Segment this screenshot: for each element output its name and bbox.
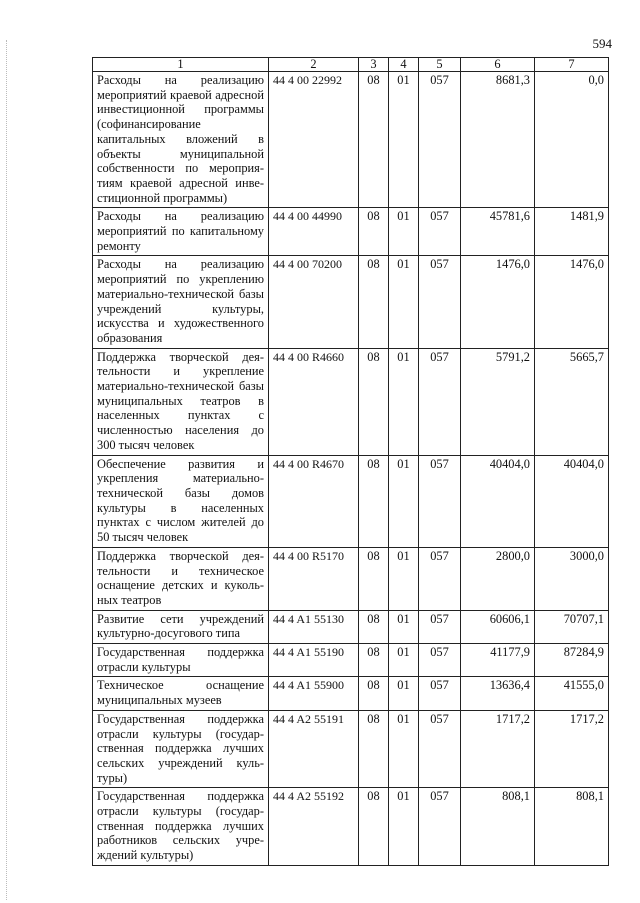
expense-name: Государственная поддержка отрасли культуры (государственная поддержка лучших сельских учреждений культуры) [93, 710, 269, 788]
subsection-code: 01 [389, 348, 419, 455]
table-row [93, 256, 609, 348]
expense-name: Расходы на реализацию мероприятий по укреплению материально-технической базы учреждений культуры, искусства и художественного образования [93, 256, 269, 348]
binding-margin-line [6, 40, 7, 900]
expense-name: Расходы на реализацию мероприятий краевой адресной инвестиционной программы (софинансирование капитальных вложений в объекты муниципальной собственности по мероприятиям краевой адресной инвестиционной программы) [93, 72, 269, 208]
table-row [93, 348, 609, 455]
table-row [93, 208, 609, 256]
target-code: 44 4 A2 55192 [269, 788, 359, 866]
section-code: 08 [359, 644, 389, 677]
column-header: 2 [269, 58, 359, 72]
expense-name: Расходы на реализацию мероприятий по капитальному ремонту [93, 208, 269, 256]
section-code: 08 [359, 677, 389, 710]
column-header: 6 [461, 58, 535, 72]
amount-col-6: 8681,3 [461, 72, 535, 208]
amount-col-7: 70707,1 [535, 610, 609, 643]
table-row [93, 710, 609, 788]
target-code: 44 4 00 R4670 [269, 455, 359, 547]
target-code: 44 4 00 70200 [269, 256, 359, 348]
amount-col-6: 13636,4 [461, 677, 535, 710]
amount-col-7: 0,0 [535, 72, 609, 208]
target-code: 44 4 A1 55900 [269, 677, 359, 710]
expense-name: Государственная поддержка отрасли культуры [93, 644, 269, 677]
expense-type-code: 057 [419, 710, 461, 788]
table-body [93, 72, 609, 866]
expense-name: Техническое оснащение муниципальных музеев [93, 677, 269, 710]
expense-type-code: 057 [419, 256, 461, 348]
amount-col-7: 41555,0 [535, 677, 609, 710]
amount-col-6: 41177,9 [461, 644, 535, 677]
amount-col-6: 5791,2 [461, 348, 535, 455]
amount-col-6: 808,1 [461, 788, 535, 866]
section-code: 08 [359, 455, 389, 547]
amount-col-7: 1481,9 [535, 208, 609, 256]
subsection-code: 01 [389, 208, 419, 256]
budget-table [92, 57, 609, 866]
table-row [93, 788, 609, 866]
expense-type-code: 057 [419, 788, 461, 866]
page-number: 594 [592, 36, 612, 51]
subsection-code: 01 [389, 455, 419, 547]
amount-col-7: 1717,2 [535, 710, 609, 788]
target-code: 44 4 00 44990 [269, 208, 359, 256]
expense-name: Поддержка творческой деятельности и техническое оснащение детских и кукольных театров [93, 547, 269, 610]
amount-col-6: 1717,2 [461, 710, 535, 788]
column-header: 3 [359, 58, 389, 72]
subsection-code: 01 [389, 547, 419, 610]
section-code: 08 [359, 710, 389, 788]
target-code: 44 4 A2 55191 [269, 710, 359, 788]
expense-type-code: 057 [419, 547, 461, 610]
amount-col-7: 1476,0 [535, 256, 609, 348]
subsection-code: 01 [389, 256, 419, 348]
column-header: 4 [389, 58, 419, 72]
column-header: 1 [93, 58, 269, 72]
expense-type-code: 057 [419, 455, 461, 547]
table-row [93, 547, 609, 610]
target-code: 44 4 00 22992 [269, 72, 359, 208]
target-code: 44 4 A1 55190 [269, 644, 359, 677]
amount-col-6: 40404,0 [461, 455, 535, 547]
target-code: 44 4 00 R5170 [269, 547, 359, 610]
target-code: 44 4 A1 55130 [269, 610, 359, 643]
header-row [93, 58, 609, 72]
table-row [93, 644, 609, 677]
section-code: 08 [359, 610, 389, 643]
section-code: 08 [359, 208, 389, 256]
amount-col-6: 45781,6 [461, 208, 535, 256]
expense-type-code: 057 [419, 348, 461, 455]
column-header: 7 [535, 58, 609, 72]
table-row [93, 455, 609, 547]
table-row [93, 677, 609, 710]
subsection-code: 01 [389, 610, 419, 643]
subsection-code: 01 [389, 644, 419, 677]
expense-type-code: 057 [419, 72, 461, 208]
amount-col-6: 1476,0 [461, 256, 535, 348]
expense-name: Обеспечение развития и укрепления материально-технической базы домов культуры в населенных пунктах с числом жителей до 50 тысяч человек [93, 455, 269, 547]
subsection-code: 01 [389, 710, 419, 788]
amount-col-7: 40404,0 [535, 455, 609, 547]
subsection-code: 01 [389, 72, 419, 208]
expense-type-code: 057 [419, 208, 461, 256]
section-code: 08 [359, 256, 389, 348]
column-header: 5 [419, 58, 461, 72]
expense-name: Поддержка творческой деятельности и укрепление материально-технической базы муниципальных театров в населенных пунктах с численностью населения до 300 тысяч человек [93, 348, 269, 455]
expense-type-code: 057 [419, 677, 461, 710]
expense-type-code: 057 [419, 644, 461, 677]
amount-col-6: 60606,1 [461, 610, 535, 643]
subsection-code: 01 [389, 677, 419, 710]
table-row [93, 610, 609, 643]
section-code: 08 [359, 788, 389, 866]
section-code: 08 [359, 72, 389, 208]
amount-col-7: 5665,7 [535, 348, 609, 455]
expense-type-code: 057 [419, 610, 461, 643]
amount-col-7: 808,1 [535, 788, 609, 866]
expense-name: Развитие сети учреждений культурно-досугового типа [93, 610, 269, 643]
section-code: 08 [359, 547, 389, 610]
section-code: 08 [359, 348, 389, 455]
subsection-code: 01 [389, 788, 419, 866]
amount-col-7: 3000,0 [535, 547, 609, 610]
table-row [93, 72, 609, 208]
expense-name: Государственная поддержка отрасли культуры (государственная поддержка лучших работников сельских учреждений культуры) [93, 788, 269, 866]
target-code: 44 4 00 R4660 [269, 348, 359, 455]
amount-col-6: 2800,0 [461, 547, 535, 610]
amount-col-7: 87284,9 [535, 644, 609, 677]
